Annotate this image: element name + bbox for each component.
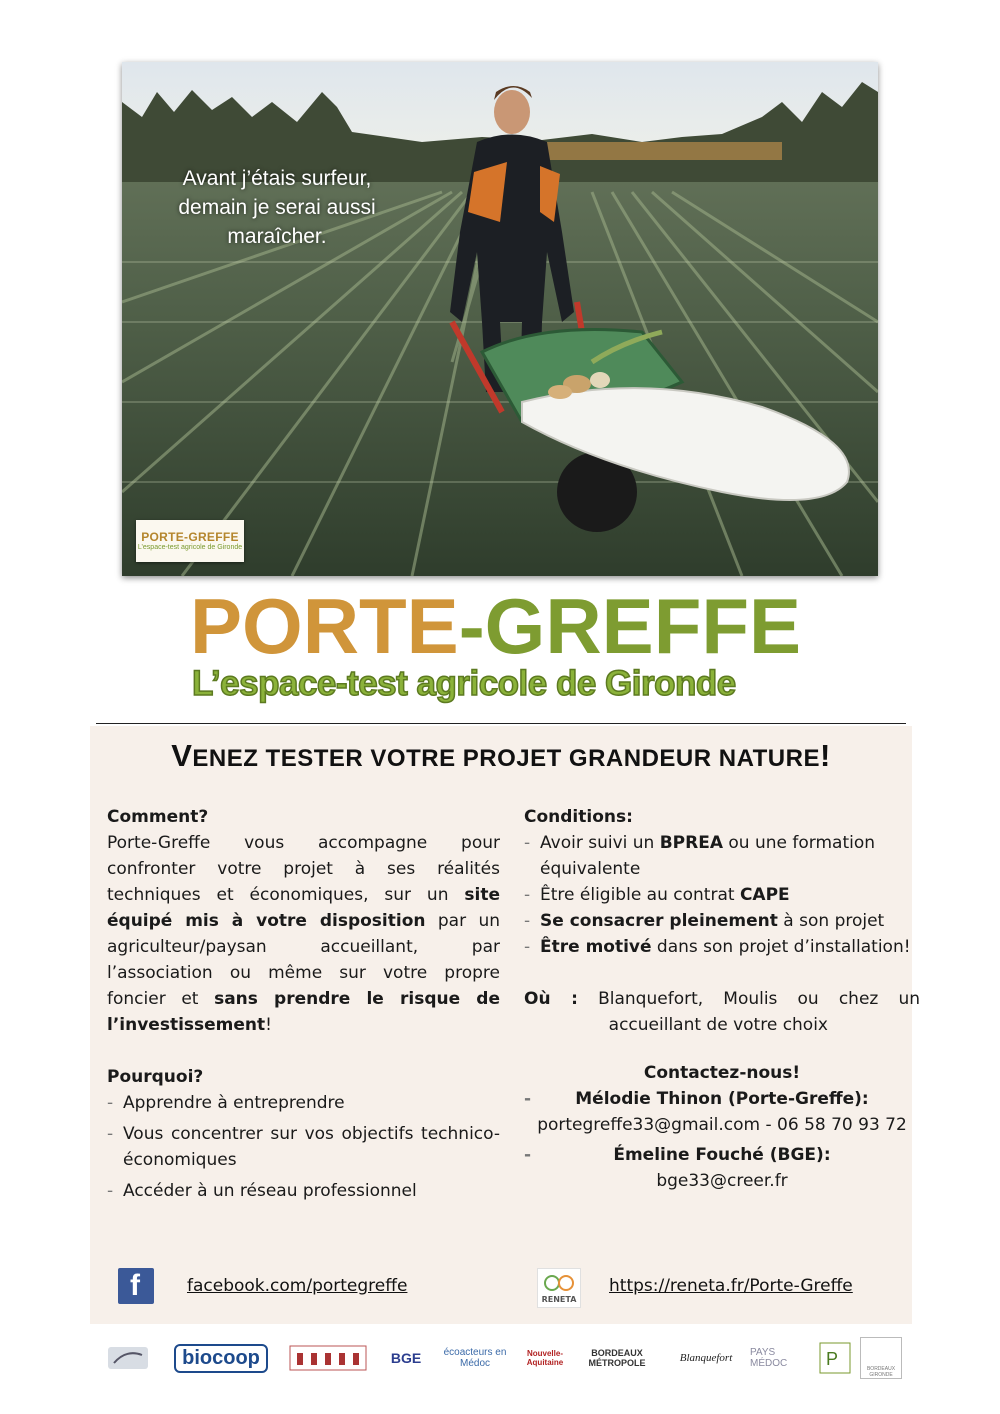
field-illustration <box>122 62 878 576</box>
facebook-link[interactable]: facebook.com/portegreffe <box>187 1276 408 1296</box>
brand-subtitle: L’espace-test agricole de Gironde <box>192 664 736 703</box>
contact-block <box>524 1060 920 1194</box>
photo-logo-badge <box>136 520 244 562</box>
condition-text: à son projet <box>777 911 885 931</box>
parc-icon <box>818 1341 852 1375</box>
hands-icon <box>106 1343 150 1373</box>
blanquefort-logo <box>674 1336 738 1380</box>
headline-capital: V <box>171 738 193 773</box>
fondation-logo <box>106 1336 150 1380</box>
vignerons-logo <box>288 1336 368 1380</box>
partner-logos <box>100 1336 910 1382</box>
contact-heading: Contactez-nous! <box>643 1063 801 1083</box>
hero-photo <box>122 62 878 576</box>
location-line-1 <box>524 986 920 1012</box>
metropole-text: BORDEAUX MÉTROPOLE <box>588 1348 646 1368</box>
bordeaux-metropole-logo <box>574 1336 660 1380</box>
badge-sub: L’espace-test agricole de Gironde <box>137 544 243 551</box>
ecoacteurs-text: écoacteurs en Médoc <box>443 1347 507 1369</box>
condition-text: ou une formation équivalente <box>540 833 876 879</box>
pourquoi-item: - Apprendre à entreprendre <box>107 1090 500 1116</box>
brand-title-greffe: -GREFFE <box>458 582 802 670</box>
bge-text: BGE <box>390 1350 422 1366</box>
quote-line-2: demain je serai aussi <box>178 196 376 219</box>
contact-person-2: - Émeline Fouché (BGE): <box>524 1142 920 1168</box>
condition-bold: CAPE <box>739 885 790 905</box>
brand-title <box>190 584 801 668</box>
left-column <box>107 804 500 1209</box>
pourquoi-list <box>107 1090 500 1204</box>
vignerons-icon <box>289 1345 367 1371</box>
headline-text: ENEZ TESTER VOTRE PROJET GRANDEUR NATURE <box>192 745 820 772</box>
comment-text-1: Porte-Greffe vous accompagne pour confronter votre projet à ses réalités techniques et économiques, sur un <box>107 833 500 905</box>
biocoop-text: biocoop <box>174 1344 268 1373</box>
parc-logo <box>816 1336 854 1380</box>
comment-heading: Comment? <box>107 807 209 827</box>
condition-item <box>524 908 920 934</box>
condition-text: Avoir suivi un <box>540 833 660 853</box>
blanquefort-text: Blanquefort <box>679 1352 733 1364</box>
badge-name: PORTE-GREFFE <box>141 530 239 544</box>
svg-text:P: P <box>826 1349 839 1369</box>
region-text: Nouvelle-Aquitaine <box>526 1349 564 1367</box>
conditions-heading: Conditions: <box>524 807 633 827</box>
pays-medoc-text: PAYS MÉDOC <box>750 1347 788 1369</box>
condition-bold: Être motivé <box>540 937 652 957</box>
ecoacteurs-logo <box>440 1336 510 1380</box>
condition-bold: Se consacrer pleinement <box>540 911 778 931</box>
reneta-symbol <box>538 1269 580 1293</box>
pays-medoc-logo <box>750 1336 812 1380</box>
condition-text: Être éligible au contrat <box>540 885 740 905</box>
cdfa-logo <box>860 1336 902 1380</box>
comment-paragraph <box>107 830 500 1038</box>
headline <box>90 738 912 774</box>
cdfa-text: BORDEAUX GIRONDE <box>860 1337 902 1379</box>
biocoop-logo <box>168 1336 274 1380</box>
pourquoi-item: - Accéder à un réseau professionnel <box>107 1178 500 1204</box>
location-label: Où : <box>524 989 578 1009</box>
comment-bold-2: sans prendre le risque de l’investissement <box>107 989 500 1035</box>
right-column <box>524 804 920 1194</box>
condition-item <box>524 830 920 882</box>
contact-info-1[interactable]: portegreffe33@gmail.com - 06 58 70 93 72 <box>537 1115 907 1135</box>
photo-quote <box>152 164 402 251</box>
brand-logo <box>190 584 820 704</box>
condition-bold: BPREA <box>659 833 723 853</box>
bge-logo <box>378 1336 434 1380</box>
comment-text-3: ! <box>265 1015 272 1035</box>
comment-text-2: par un agriculteur/paysan accueillant, par l’association ou même sur votre propre foncier et <box>107 911 500 1009</box>
contact-person-1: - Mélodie Thinon (Porte-Greffe): <box>524 1086 920 1112</box>
reneta-link[interactable]: https://reneta.fr/Porte-Greffe <box>609 1276 853 1296</box>
conditions-list <box>524 830 920 960</box>
condition-text: dans son projet d’installation! <box>651 937 911 957</box>
quote-line-1: Avant j’étais surfeur, <box>182 167 372 190</box>
reneta-logo-icon[interactable] <box>537 1268 581 1308</box>
info-panel <box>90 726 920 1324</box>
location-line-2: accueillant de votre choix <box>608 1015 828 1035</box>
brand-title-porte: PORTE <box>190 582 459 670</box>
location-block <box>524 986 920 1038</box>
reneta-logo-text: RENETA <box>541 1295 577 1304</box>
comment-bold-1: site équipé mis à votre disposition <box>107 885 500 931</box>
contact-info-2[interactable]: bge33@creer.fr <box>656 1171 788 1191</box>
condition-item <box>524 882 920 908</box>
location-places: Blanquefort, Moulis ou chez un <box>598 989 920 1009</box>
facebook-icon[interactable] <box>118 1268 154 1304</box>
headline-bang: ! <box>819 738 831 773</box>
divider <box>96 723 906 724</box>
condition-item <box>524 934 920 960</box>
facebook-glyph: f <box>130 1269 140 1302</box>
nouvelle-aquitaine-logo <box>520 1336 570 1380</box>
pourquoi-item: - Vous concentrer sur vos objectifs technico-économiques <box>107 1121 500 1173</box>
pourquoi-heading: Pourquoi? <box>107 1067 204 1087</box>
quote-line-3: maraîcher. <box>227 225 327 248</box>
